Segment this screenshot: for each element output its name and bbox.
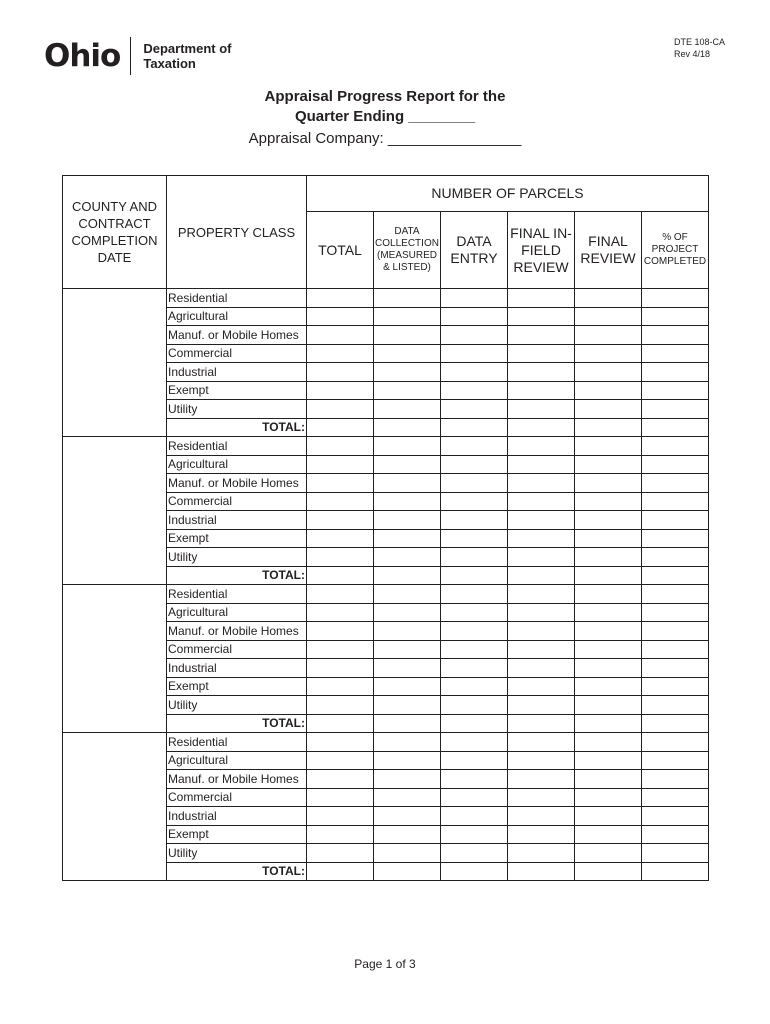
table-row — [63, 289, 709, 308]
entry-cell[interactable] — [508, 363, 575, 382]
entry-cell[interactable] — [441, 696, 508, 715]
entry-cell[interactable] — [642, 289, 709, 308]
entry-cell[interactable] — [508, 622, 575, 641]
entry-cell[interactable] — [307, 455, 374, 474]
property-class-label: Residential — [167, 733, 307, 752]
entry-cell[interactable] — [441, 659, 508, 678]
entry-cell[interactable] — [642, 770, 709, 789]
entry-cell[interactable] — [575, 492, 642, 511]
property-class-label: Manuf. or Mobile Homes — [167, 770, 307, 789]
entry-cell[interactable] — [508, 381, 575, 400]
entry-cell[interactable] — [575, 844, 642, 863]
department-line-2: Taxation — [143, 56, 196, 71]
entry-cell[interactable] — [575, 344, 642, 363]
entry-cell[interactable] — [307, 622, 374, 641]
entry-cell[interactable] — [441, 307, 508, 326]
entry-cell[interactable] — [374, 418, 441, 437]
table-row — [63, 437, 709, 456]
entry-cell[interactable] — [575, 400, 642, 419]
entry-cell[interactable] — [374, 788, 441, 807]
entry-cell[interactable] — [441, 492, 508, 511]
entry-cell[interactable] — [374, 381, 441, 400]
entry-cell[interactable] — [508, 640, 575, 659]
entry-cell[interactable] — [575, 326, 642, 345]
entry-cell[interactable] — [441, 788, 508, 807]
property-class-label: Commercial — [167, 640, 307, 659]
entry-cell[interactable] — [307, 751, 374, 770]
entry-cell[interactable] — [575, 696, 642, 715]
entry-cell[interactable] — [508, 548, 575, 567]
property-class-label: Manuf. or Mobile Homes — [167, 622, 307, 641]
entry-cell[interactable] — [575, 640, 642, 659]
entry-cell[interactable] — [374, 437, 441, 456]
entry-cell[interactable] — [441, 418, 508, 437]
entry-cell[interactable] — [307, 548, 374, 567]
total-label: TOTAL: — [167, 714, 307, 733]
entry-cell[interactable] — [508, 770, 575, 789]
entry-cell[interactable] — [508, 585, 575, 604]
entry-cell[interactable] — [374, 714, 441, 733]
entry-cell[interactable] — [508, 474, 575, 493]
entry-cell[interactable] — [307, 289, 374, 308]
quarter-ending-line: Quarter Ending ________ — [294, 108, 476, 125]
entry-cell[interactable] — [307, 437, 374, 456]
entry-cell[interactable] — [307, 844, 374, 863]
entry-cell[interactable] — [307, 659, 374, 678]
entry-cell[interactable] — [374, 659, 441, 678]
county-contract-cell[interactable] — [63, 733, 167, 881]
entry-cell[interactable] — [642, 381, 709, 400]
entry-cell[interactable] — [374, 344, 441, 363]
entry-cell[interactable] — [575, 381, 642, 400]
entry-cell[interactable] — [374, 400, 441, 419]
entry-cell[interactable] — [441, 400, 508, 419]
entry-cell[interactable] — [575, 788, 642, 807]
entry-cell[interactable] — [441, 474, 508, 493]
entry-cell[interactable] — [508, 492, 575, 511]
entry-cell[interactable] — [441, 751, 508, 770]
property-class-label: Utility — [167, 400, 307, 419]
entry-cell[interactable] — [575, 418, 642, 437]
entry-cell[interactable] — [307, 733, 374, 752]
entry-cell[interactable] — [508, 289, 575, 308]
entry-cell[interactable] — [575, 603, 642, 622]
entry-cell[interactable] — [374, 862, 441, 881]
entry-cell[interactable] — [508, 418, 575, 437]
entry-cell[interactable] — [441, 862, 508, 881]
property-class-label: Utility — [167, 548, 307, 567]
property-class-label: Agricultural — [167, 455, 307, 474]
entry-cell[interactable] — [642, 529, 709, 548]
entry-cell[interactable] — [374, 770, 441, 789]
entry-cell[interactable] — [307, 714, 374, 733]
entry-cell[interactable] — [307, 492, 374, 511]
entry-cell[interactable] — [441, 455, 508, 474]
entry-cell[interactable] — [642, 733, 709, 752]
entry-cell[interactable] — [508, 307, 575, 326]
property-class-label: Residential — [167, 289, 307, 308]
entry-cell[interactable] — [374, 363, 441, 382]
entry-cell[interactable] — [307, 862, 374, 881]
entry-cell[interactable] — [374, 640, 441, 659]
entry-cell[interactable] — [642, 326, 709, 345]
entry-cell[interactable] — [642, 585, 709, 604]
entry-cell[interactable] — [374, 548, 441, 567]
county-contract-cell[interactable] — [63, 437, 167, 585]
entry-cell[interactable] — [508, 344, 575, 363]
entry-cell[interactable] — [441, 511, 508, 530]
entry-cell[interactable] — [642, 640, 709, 659]
entry-cell[interactable] — [508, 696, 575, 715]
property-class-label: Residential — [167, 585, 307, 604]
entry-cell[interactable] — [307, 381, 374, 400]
entry-cell[interactable] — [441, 714, 508, 733]
property-class-label: Agricultural — [167, 751, 307, 770]
property-class-label: Industrial — [167, 363, 307, 382]
entry-cell[interactable] — [508, 751, 575, 770]
entry-cell[interactable] — [307, 418, 374, 437]
entry-cell[interactable] — [441, 437, 508, 456]
entry-cell[interactable] — [642, 400, 709, 419]
ohio-wordmark: Ohio — [44, 37, 121, 74]
table-row — [63, 585, 709, 604]
number-of-parcels-header: NUMBER OF PARCELS — [307, 176, 709, 212]
department-line-1: Department of — [143, 41, 232, 56]
entry-cell[interactable] — [441, 344, 508, 363]
property-class-label: Commercial — [167, 492, 307, 511]
entry-cell[interactable] — [508, 788, 575, 807]
entry-cell[interactable] — [374, 307, 441, 326]
entry-cell[interactable] — [642, 807, 709, 826]
total-header: TOTAL — [307, 212, 374, 289]
entry-cell[interactable] — [508, 511, 575, 530]
property-class-header: PROPERTY CLASS — [167, 176, 307, 289]
entry-cell[interactable] — [307, 566, 374, 585]
entry-cell[interactable] — [307, 529, 374, 548]
entry-cell[interactable] — [307, 307, 374, 326]
entry-cell[interactable] — [508, 807, 575, 826]
entry-cell[interactable] — [441, 640, 508, 659]
entry-cell[interactable] — [642, 492, 709, 511]
entry-cell[interactable] — [374, 492, 441, 511]
entry-cell[interactable] — [307, 326, 374, 345]
entry-cell[interactable] — [374, 844, 441, 863]
entry-cell[interactable] — [441, 585, 508, 604]
entry-cell[interactable] — [374, 455, 441, 474]
entry-cell[interactable] — [508, 677, 575, 696]
entry-cell[interactable] — [441, 381, 508, 400]
entry-cell[interactable] — [307, 585, 374, 604]
entry-cell[interactable] — [642, 622, 709, 641]
department-name — [143, 41, 231, 71]
property-class-label: Exempt — [167, 825, 307, 844]
entry-cell[interactable] — [642, 603, 709, 622]
entry-cell[interactable] — [441, 326, 508, 345]
entry-cell[interactable] — [575, 363, 642, 382]
entry-cell[interactable] — [575, 622, 642, 641]
entry-cell[interactable] — [307, 344, 374, 363]
entry-cell[interactable] — [575, 807, 642, 826]
entry-cell[interactable] — [508, 844, 575, 863]
entry-cell[interactable] — [374, 622, 441, 641]
entry-cell[interactable] — [508, 603, 575, 622]
entry-cell[interactable] — [374, 696, 441, 715]
entry-cell[interactable] — [307, 696, 374, 715]
entry-cell[interactable] — [575, 659, 642, 678]
entry-cell[interactable] — [575, 770, 642, 789]
entry-cell[interactable] — [374, 474, 441, 493]
entry-cell[interactable] — [307, 603, 374, 622]
entry-cell[interactable] — [642, 714, 709, 733]
entry-cell[interactable] — [575, 474, 642, 493]
county-contract-cell[interactable] — [63, 585, 167, 733]
entry-cell[interactable] — [441, 807, 508, 826]
entry-cell[interactable] — [441, 770, 508, 789]
property-class-label: Industrial — [167, 511, 307, 530]
entry-cell[interactable] — [307, 511, 374, 530]
property-class-label: Industrial — [167, 807, 307, 826]
entry-cell[interactable] — [508, 529, 575, 548]
report-title: Appraisal Progress Report for the — [264, 88, 506, 105]
entry-cell[interactable] — [374, 807, 441, 826]
entry-cell[interactable] — [508, 400, 575, 419]
entry-cell[interactable] — [642, 862, 709, 881]
entry-cell[interactable] — [441, 677, 508, 696]
property-class-label: Commercial — [167, 344, 307, 363]
property-class-label: Exempt — [167, 677, 307, 696]
entry-cell[interactable] — [441, 844, 508, 863]
entry-cell[interactable] — [642, 659, 709, 678]
entry-cell[interactable] — [374, 603, 441, 622]
entry-cell[interactable] — [508, 659, 575, 678]
property-class-label: Agricultural — [167, 603, 307, 622]
entry-cell[interactable] — [441, 825, 508, 844]
entry-cell[interactable] — [441, 363, 508, 382]
property-class-label: Utility — [167, 696, 307, 715]
property-class-label: Exempt — [167, 381, 307, 400]
entry-cell[interactable] — [642, 548, 709, 567]
property-class-label: Agricultural — [167, 307, 307, 326]
entry-cell[interactable] — [642, 307, 709, 326]
logo-divider — [130, 37, 131, 75]
entry-cell[interactable] — [508, 566, 575, 585]
entry-cell[interactable] — [508, 455, 575, 474]
entry-cell[interactable] — [508, 825, 575, 844]
entry-cell[interactable] — [575, 455, 642, 474]
entry-cell[interactable] — [642, 363, 709, 382]
entry-cell[interactable] — [642, 455, 709, 474]
entry-cell[interactable] — [575, 862, 642, 881]
entry-cell[interactable] — [575, 548, 642, 567]
property-class-label: Manuf. or Mobile Homes — [167, 326, 307, 345]
entry-cell[interactable] — [374, 585, 441, 604]
entry-cell[interactable] — [441, 548, 508, 567]
final-review-header: FINAL REVIEW — [575, 212, 642, 289]
entry-cell[interactable] — [575, 511, 642, 530]
entry-cell[interactable] — [642, 825, 709, 844]
entry-cell[interactable] — [575, 714, 642, 733]
entry-cell[interactable] — [508, 437, 575, 456]
total-label: TOTAL: — [167, 418, 307, 437]
entry-cell[interactable] — [575, 733, 642, 752]
entry-cell[interactable] — [441, 622, 508, 641]
county-contract-cell[interactable] — [63, 289, 167, 437]
entry-cell[interactable] — [441, 289, 508, 308]
entry-cell[interactable] — [508, 862, 575, 881]
final-infield-review-header: FINAL IN- FIELD REVIEW — [508, 212, 575, 289]
entry-cell[interactable] — [508, 733, 575, 752]
entry-cell[interactable] — [441, 733, 508, 752]
entry-cell[interactable] — [642, 344, 709, 363]
entry-cell[interactable] — [575, 677, 642, 696]
entry-cell[interactable] — [642, 677, 709, 696]
entry-cell[interactable] — [307, 474, 374, 493]
entry-cell[interactable] — [642, 511, 709, 530]
form-number: DTE 108-CA — [674, 37, 726, 47]
entry-cell[interactable] — [575, 751, 642, 770]
property-class-label: Commercial — [167, 788, 307, 807]
property-class-label: Residential — [167, 437, 307, 456]
entry-cell[interactable] — [441, 566, 508, 585]
appraisal-company-line: Appraisal Company: ________________ — [248, 130, 522, 147]
entry-cell[interactable] — [307, 788, 374, 807]
entry-cell[interactable] — [575, 566, 642, 585]
county-contract-header: COUNTY AND CONTRACT COMPLETION DATE — [63, 176, 167, 289]
entry-cell[interactable] — [374, 677, 441, 696]
entry-cell[interactable] — [508, 326, 575, 345]
total-label: TOTAL: — [167, 862, 307, 881]
property-class-label: Manuf. or Mobile Homes — [167, 474, 307, 493]
entry-cell[interactable] — [642, 844, 709, 863]
entry-cell[interactable] — [374, 326, 441, 345]
entry-cell[interactable] — [374, 733, 441, 752]
entry-cell[interactable] — [575, 529, 642, 548]
entry-cell[interactable] — [374, 289, 441, 308]
entry-cell[interactable] — [575, 585, 642, 604]
entry-cell[interactable] — [642, 474, 709, 493]
entry-cell[interactable] — [575, 437, 642, 456]
entry-cell[interactable] — [575, 825, 642, 844]
property-class-label: Utility — [167, 844, 307, 863]
entry-cell[interactable] — [642, 751, 709, 770]
entry-cell[interactable] — [575, 289, 642, 308]
entry-cell[interactable] — [642, 418, 709, 437]
entry-cell[interactable] — [307, 640, 374, 659]
entry-cell[interactable] — [307, 400, 374, 419]
entry-cell[interactable] — [307, 677, 374, 696]
entry-cell[interactable] — [441, 603, 508, 622]
form-identifier — [674, 36, 725, 60]
property-class-label: Industrial — [167, 659, 307, 678]
property-class-label: Exempt — [167, 529, 307, 548]
entry-cell[interactable] — [642, 696, 709, 715]
total-label: TOTAL: — [167, 566, 307, 585]
entry-cell[interactable] — [642, 788, 709, 807]
data-entry-header: DATA ENTRY — [441, 212, 508, 289]
form-revision: Rev 4/18 — [674, 49, 711, 59]
page-number: Page 1 of 3 — [354, 957, 416, 971]
entry-cell[interactable] — [307, 807, 374, 826]
entry-cell[interactable] — [307, 825, 374, 844]
percent-completed-header: % OF PROJECT COMPLETED — [642, 212, 709, 289]
data-collection-header: DATA COLLECTION (MEASURED & LISTED) — [374, 212, 441, 289]
entry-cell[interactable] — [307, 363, 374, 382]
entry-cell[interactable] — [374, 511, 441, 530]
ohio-logo — [44, 36, 231, 76]
entry-cell[interactable] — [307, 770, 374, 789]
entry-cell[interactable] — [508, 714, 575, 733]
parcel-progress-table — [62, 175, 709, 881]
entry-cell[interactable] — [374, 566, 441, 585]
entry-cell[interactable] — [441, 529, 508, 548]
entry-cell[interactable] — [374, 529, 441, 548]
entry-cell[interactable] — [642, 566, 709, 585]
entry-cell[interactable] — [575, 307, 642, 326]
entry-cell[interactable] — [374, 825, 441, 844]
entry-cell[interactable] — [374, 751, 441, 770]
table-row — [63, 733, 709, 752]
entry-cell[interactable] — [642, 437, 709, 456]
